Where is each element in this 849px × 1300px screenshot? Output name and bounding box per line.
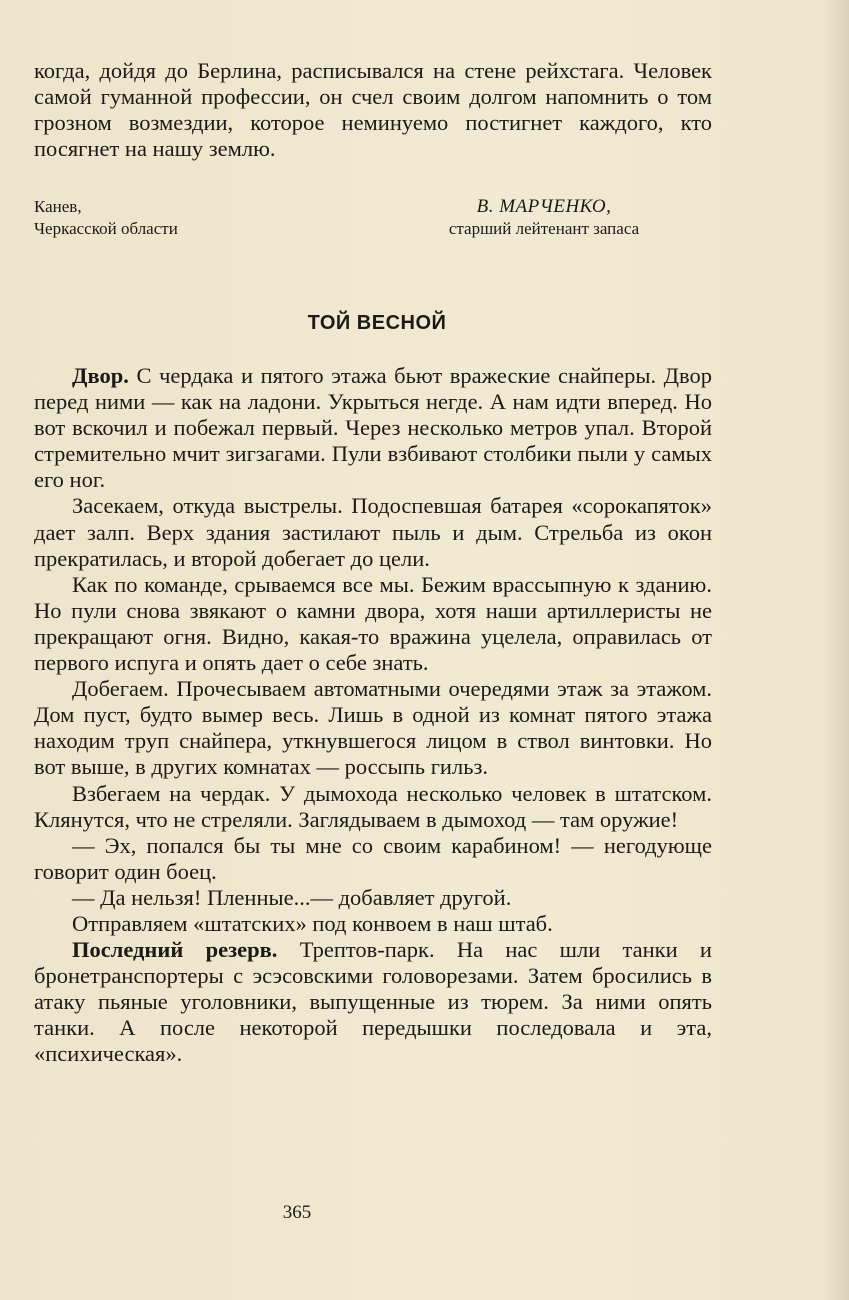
author-title: старший лейтенант запаса [448,219,640,238]
paragraph [34,363,712,493]
paragraph [34,937,712,1067]
paragraph [34,676,712,780]
paragraph [34,781,712,833]
main-text [34,363,712,1068]
paragraph-text: — Эх, попался бы ты мне со своим карабином! — негодующе говорит один боец. [34,832,712,884]
paragraph-text: С чердака и пятого этажа бьют вражеские снайперы. Двор перед ними — как на ладони. Укрыться негде. А нам идти вперед. Но вот вскочил и побежал первый. Через несколько метров упал. Второй стремительно мчит зигзагами. Пули взбивают столбики пыли у самых его ног. [34,363,712,493]
place-line-2: Черкасской области [34,219,178,238]
paragraph [34,885,712,911]
paragraph-text: — Да нельзя! Пленные...— добавляет другой. [72,884,512,910]
paragraph-text: Отправляем «штатских» под конвоем в наш штаб. [72,910,553,936]
paragraph-text: Взбегаем на чердак. У дымохода несколько человек в штатском. Клянутся, что не стреляли. Заглядываем в дымоход — там оружие! [34,780,712,832]
paragraph-text: Засекаем, откуда выстрелы. Подоспевшая батарея «сорокапяток» дает залп. Верх здания застилают пыль и дым. Стрельба из окон прекратилась, и второй добегает до цели. [34,493,712,571]
page-number: 365 [282,1202,312,1223]
paragraph [34,572,712,676]
paragraph-lead: Последний резерв. [72,937,278,963]
place-line-1: Канев, [34,197,82,216]
top-paragraph-block [34,58,712,162]
paragraph-text: Трептов-парк. На нас шли танки и бронетранспортеры с эсэсовскими головорезами. Затем бросились в атаку пьяные уголовники, выпущенные из тюрем. За ними опять танки. А после некоторой передышки последовала и эта, «психическая». [34,937,712,1067]
paragraph [34,833,712,885]
paragraph-text: Как по команде, срываемся все мы. Бежим врассыпную к зданию. Но пули снова звякают о камни двора, хотя наши артиллеристы не прекращают огня. Видно, какая-то вражина уцелела, оправилась от первого испуга и опять дает о себе знать. [34,571,712,676]
signature-place [34,196,334,240]
author-name: В. МАРЧЕНКО, [476,196,612,217]
signature-author [399,196,689,240]
paragraph [34,493,712,571]
section-title: ТОЙ ВЕСНОЙ [307,312,447,334]
paragraph-text: Добегаем. Прочесываем автоматными очередями этаж за этажом. Дом пуст, будто вымер весь. Лишь в одной из комнат пятого этажа находим труп снайпера, уткнувшегося лицом в ствол винтовки. Но вот выше, в других комнатах — россыпь гильз. [34,676,712,780]
top-paragraph: когда, дойдя до Берлина, расписывался на стене рейхстага. Человек самой гуманной профессии, он счел своим долгом напомнить о том грозном возмездии, которое неминуемо постигнет каждого, кто посягнет на нашу землю. [34,58,712,162]
paragraph [34,911,712,937]
paragraph-lead: Двор. [72,363,129,388]
